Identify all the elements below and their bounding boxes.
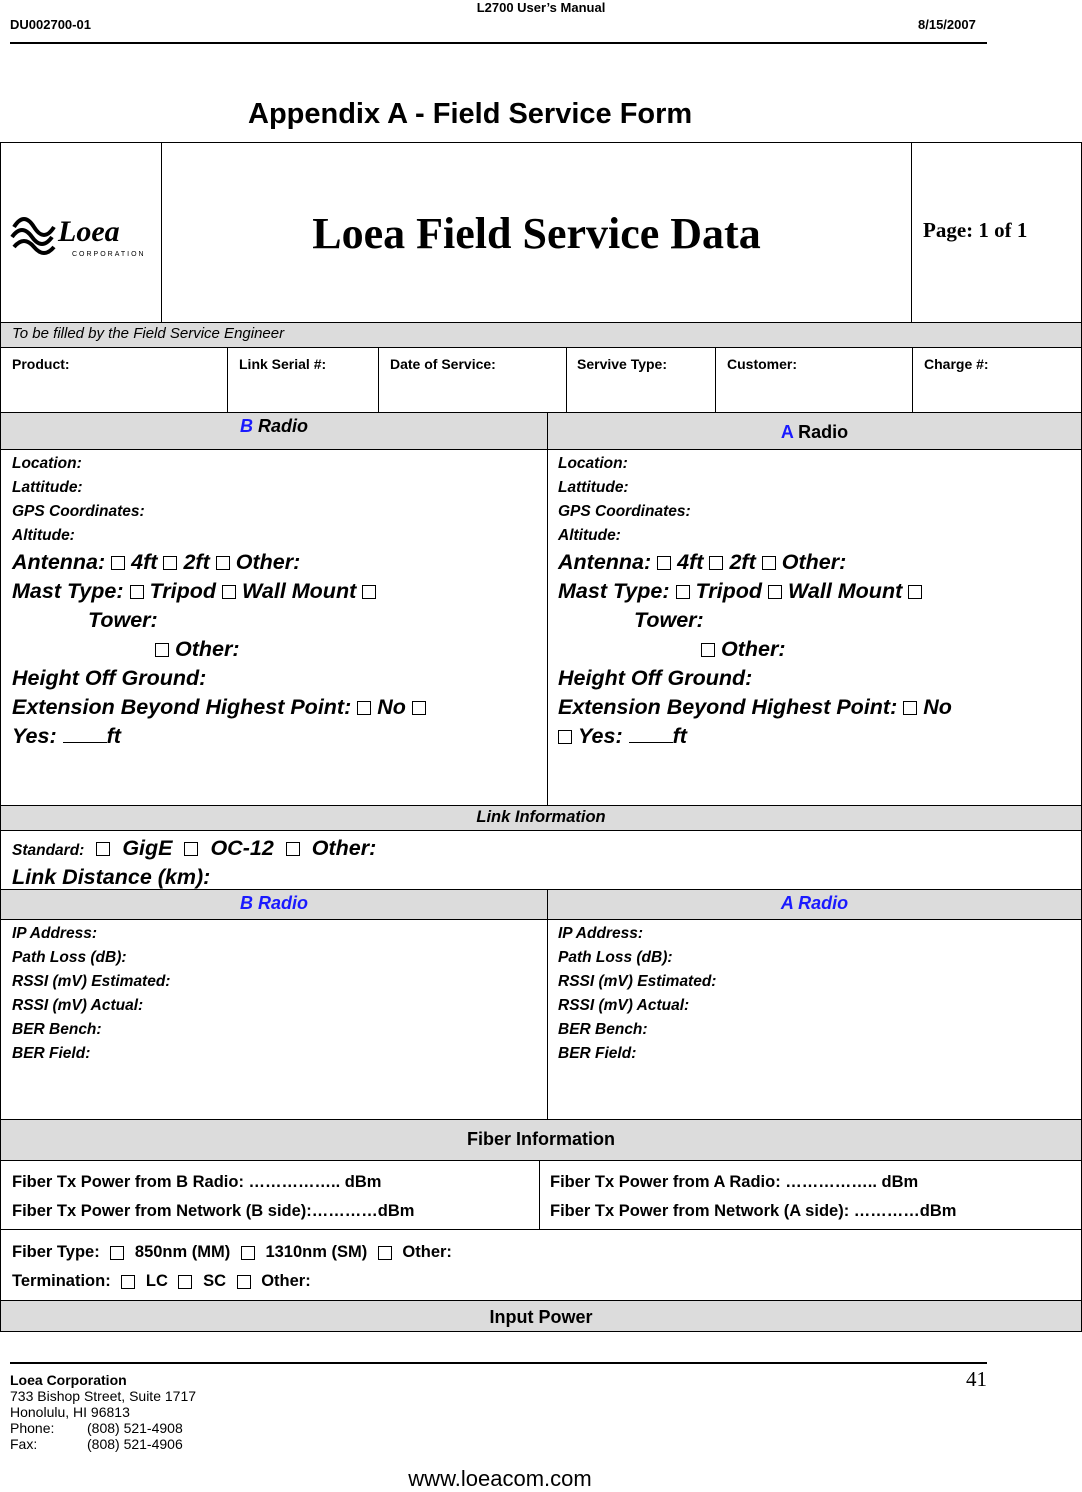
a-ant-other-checkbox[interactable] — [762, 556, 776, 570]
a-ft-blank[interactable] — [629, 724, 673, 743]
customer-field[interactable] — [715, 347, 913, 413]
a-yes-label: Yes: — [578, 724, 623, 748]
b-ext-no-label: No — [377, 695, 406, 719]
footer-street: 733 Bishop Street, Suite 1717 — [10, 1388, 197, 1404]
b-mast-row — [12, 577, 547, 606]
std-other-checkbox[interactable] — [286, 842, 300, 856]
a-tripod-label: Tripod — [695, 579, 762, 603]
a-antenna-label: Antenna: — [558, 550, 652, 574]
a-ext-no-label: No — [923, 695, 952, 719]
footer-fax-row — [10, 1436, 196, 1452]
b-ip-label: IP Address: — [12, 925, 97, 942]
sm-label: 1310nm (SM) — [265, 1243, 368, 1261]
page-count: Page: 1 of 1 — [923, 218, 1028, 242]
link-serial-label: Link Serial #: — [239, 356, 327, 372]
termination-row — [12, 1267, 1081, 1296]
b-tower-label: Tower: — [88, 608, 158, 632]
b-antenna-label: Antenna: — [12, 550, 106, 574]
fiber-a-network-label: Fiber Tx Power from Network (A side): …………dBm — [550, 1202, 957, 1220]
b-ber-field-label: BER Field: — [12, 1045, 91, 1062]
b-ant-4ft-checkbox[interactable] — [111, 556, 125, 570]
link-info-title: Link Information — [476, 808, 606, 826]
a-ber-bench-label: BER Bench: — [558, 1021, 648, 1038]
a-yes-row — [558, 722, 1081, 751]
service-date-label: Date of Service: — [390, 356, 496, 372]
fiber-a-block — [539, 1160, 1082, 1230]
b-mast-other-row — [12, 635, 547, 664]
b-ext-yes-checkbox[interactable] — [412, 701, 426, 715]
standard-label: Standard: — [12, 842, 85, 859]
a-ant-4ft-label: 4ft — [677, 550, 704, 574]
a-mast-other-label: Other: — [721, 637, 786, 661]
b-height-label: Height Off Ground: — [12, 666, 207, 690]
b-mast-label: Mast Type: — [12, 579, 124, 603]
input-power-title: Input Power — [489, 1307, 593, 1327]
a-ext-yes-checkbox[interactable] — [558, 730, 572, 744]
a-mast-other-row — [558, 635, 1081, 664]
b-ant-2ft-label: 2ft — [183, 550, 210, 574]
sc-checkbox[interactable] — [178, 1275, 192, 1289]
loea-logo — [10, 205, 155, 265]
term-other-checkbox[interactable] — [237, 1275, 251, 1289]
footer-fax-label: Fax: — [10, 1436, 38, 1452]
lc-label: LC — [145, 1272, 168, 1290]
b-ant-4ft-label: 4ft — [131, 550, 158, 574]
fiber-other-checkbox[interactable] — [378, 1246, 392, 1260]
form-title: Loea Field Service Data — [312, 209, 761, 258]
b-tower-checkbox[interactable] — [362, 585, 376, 599]
a-letter: A — [780, 422, 794, 442]
doc-id: DU002700-01 — [10, 17, 91, 32]
fiber-other-label: Other: — [402, 1243, 452, 1261]
a-ber-field-label: BER Field: — [558, 1045, 637, 1062]
footer-city: Honolulu, HI 96813 — [10, 1404, 130, 1420]
service-type-label: Servive Type: — [577, 356, 668, 372]
term-other-label: Other: — [261, 1272, 311, 1290]
a-wall-checkbox[interactable] — [768, 585, 782, 599]
footer-phone-row — [10, 1420, 196, 1436]
a-pathloss-label: Path Loss (dB): — [558, 949, 673, 966]
product-field[interactable] — [0, 347, 228, 413]
a-mast-other-checkbox[interactable] — [701, 643, 715, 657]
a-tower-checkbox[interactable] — [908, 585, 922, 599]
b-extension-row — [12, 693, 547, 722]
a-radio-header — [547, 412, 1082, 450]
b-tripod-checkbox[interactable] — [130, 585, 144, 599]
b-location-label: Location: — [12, 455, 82, 472]
footer-website[interactable]: www.loeacom.com — [408, 1466, 592, 1491]
oc12-label: OC-12 — [210, 836, 274, 860]
input-power-header — [0, 1300, 1082, 1332]
b-word: Radio — [258, 416, 309, 436]
a-wall-label: Wall Mount — [787, 579, 903, 603]
fiber-info-header — [0, 1119, 1082, 1161]
link-distance-label: Link Distance (km): — [12, 865, 211, 889]
charge-field[interactable] — [912, 347, 1082, 413]
b-rssi-act-label: RSSI (mV) Actual: — [12, 997, 144, 1014]
standard-row — [12, 833, 1081, 866]
a-rssi-act-label: RSSI (mV) Actual: — [558, 997, 690, 1014]
doc-date: 8/15/2007 — [918, 17, 976, 32]
manual-title: L2700 User’s Manual — [476, 0, 606, 15]
footer-phone-label: Phone: — [10, 1420, 55, 1436]
service-type-field[interactable] — [566, 347, 716, 413]
a-ant-2ft-checkbox[interactable] — [709, 556, 723, 570]
b-ft-blank[interactable] — [63, 724, 107, 743]
fiber-type-row — [12, 1238, 1081, 1267]
perf-b-header — [0, 889, 548, 920]
b-yes-row — [12, 722, 547, 751]
b-ant-2ft-checkbox[interactable] — [163, 556, 177, 570]
b-wall-checkbox[interactable] — [222, 585, 236, 599]
b-altitude-label: Altitude: — [12, 527, 75, 544]
footer-rule — [10, 1362, 987, 1364]
a-tower-label: Tower: — [634, 608, 704, 632]
charge-label: Charge #: — [924, 356, 989, 372]
b-ext-no-checkbox[interactable] — [357, 701, 371, 715]
a-tripod-checkbox[interactable] — [676, 585, 690, 599]
a-latitude-label: Lattitude: — [558, 479, 629, 496]
b-ft-label: ft — [106, 724, 121, 748]
sc-label: SC — [203, 1272, 226, 1290]
logo-cell — [0, 142, 162, 323]
footer-address — [10, 1372, 196, 1452]
a-ant-other-label: Other: — [781, 550, 847, 574]
a-ft-label: ft — [672, 724, 687, 748]
b-latitude-label: Lattitude: — [12, 479, 83, 496]
a-ant-2ft-label: 2ft — [729, 550, 756, 574]
a-height-label: Height Off Ground: — [558, 666, 753, 690]
perf-a-block — [547, 919, 1082, 1120]
a-antenna-row — [558, 548, 1081, 577]
product-label: Product: — [12, 356, 70, 372]
a-altitude-label: Altitude: — [558, 527, 621, 544]
gige-checkbox[interactable] — [96, 842, 110, 856]
b-pathloss-label: Path Loss (dB): — [12, 949, 127, 966]
a-mast-label: Mast Type: — [558, 579, 670, 603]
a-ant-4ft-checkbox[interactable] — [657, 556, 671, 570]
link-serial-field[interactable] — [227, 347, 379, 413]
lc-checkbox[interactable] — [121, 1275, 135, 1289]
fiber-b-network-label: Fiber Tx Power from Network (B side):…………dBm — [12, 1202, 415, 1220]
b-mast-other-label: Other: — [175, 637, 240, 661]
b-rssi-est-label: RSSI (mV) Estimated: — [12, 973, 171, 990]
engineer-note-row — [0, 322, 1082, 348]
fiber-a-radio-label: Fiber Tx Power from A Radio: …………….. dBm — [550, 1173, 919, 1191]
form-title-cell — [161, 142, 912, 323]
perf-a-title: A Radio — [780, 893, 849, 913]
perf-a-header — [547, 889, 1082, 920]
b-yes-label: Yes: — [12, 724, 57, 748]
service-date-field[interactable] — [378, 347, 567, 413]
fiber-b-radio-label: Fiber Tx Power from B Radio: …………….. dBm — [12, 1173, 382, 1191]
footer-company: Loea Corporation — [10, 1372, 127, 1388]
oc12-checkbox[interactable] — [184, 842, 198, 856]
a-mast-row — [558, 577, 1081, 606]
a-extension-label: Extension Beyond Highest Point: — [558, 695, 898, 719]
page-title: Appendix A - Field Service Form — [248, 98, 693, 130]
b-gps-label: GPS Coordinates: — [12, 503, 145, 520]
b-letter: B — [239, 416, 253, 436]
a-extension-row — [558, 693, 1081, 722]
a-rssi-est-label: RSSI (mV) Estimated: — [558, 973, 717, 990]
b-ant-other-checkbox[interactable] — [216, 556, 230, 570]
engineer-note: To be filled by the Field Service Engineer — [12, 325, 285, 342]
mm-label: 850nm (MM) — [134, 1243, 231, 1261]
page-number: 41 — [966, 1367, 987, 1391]
perf-b-block — [0, 919, 548, 1120]
b-tripod-label: Tripod — [149, 579, 216, 603]
a-location-label: Location: — [558, 455, 628, 472]
a-gps-label: GPS Coordinates: — [558, 503, 691, 520]
header-rule — [10, 42, 987, 44]
b-wall-label: Wall Mount — [241, 579, 357, 603]
page-count-cell — [911, 142, 1082, 323]
fiber-type-block — [0, 1229, 1082, 1301]
fiber-b-block — [0, 1160, 540, 1230]
link-info-header — [0, 805, 1082, 831]
customer-label: Customer: — [727, 356, 798, 372]
footer-phone: (808) 521-4908 — [87, 1420, 183, 1436]
b-antenna-row — [12, 548, 547, 577]
logo-wordmark: Loea — [58, 215, 120, 248]
b-ant-other-label: Other: — [235, 550, 301, 574]
b-site-block — [0, 449, 548, 806]
gige-label: GigE — [122, 836, 173, 860]
a-site-block — [547, 449, 1082, 806]
sm-checkbox[interactable] — [241, 1246, 255, 1260]
fiber-type-label: Fiber Type: — [12, 1243, 100, 1261]
mm-checkbox[interactable] — [110, 1246, 124, 1260]
b-ber-bench-label: BER Bench: — [12, 1021, 102, 1038]
logo-sub: CORPORATION — [72, 251, 146, 258]
a-ip-label: IP Address: — [558, 925, 643, 942]
link-standard-block — [0, 830, 1082, 890]
a-ext-no-checkbox[interactable] — [903, 701, 917, 715]
b-extension-label: Extension Beyond Highest Point: — [12, 695, 352, 719]
perf-b-title: B Radio — [239, 893, 308, 913]
b-mast-other-checkbox[interactable] — [155, 643, 169, 657]
termination-label: Termination: — [12, 1272, 111, 1290]
a-word: Radio — [798, 422, 849, 442]
footer-fax: (808) 521-4906 — [87, 1436, 183, 1452]
b-radio-header — [0, 412, 548, 450]
std-other-label: Other: — [311, 836, 377, 860]
fiber-info-title: Fiber Information — [467, 1129, 615, 1149]
